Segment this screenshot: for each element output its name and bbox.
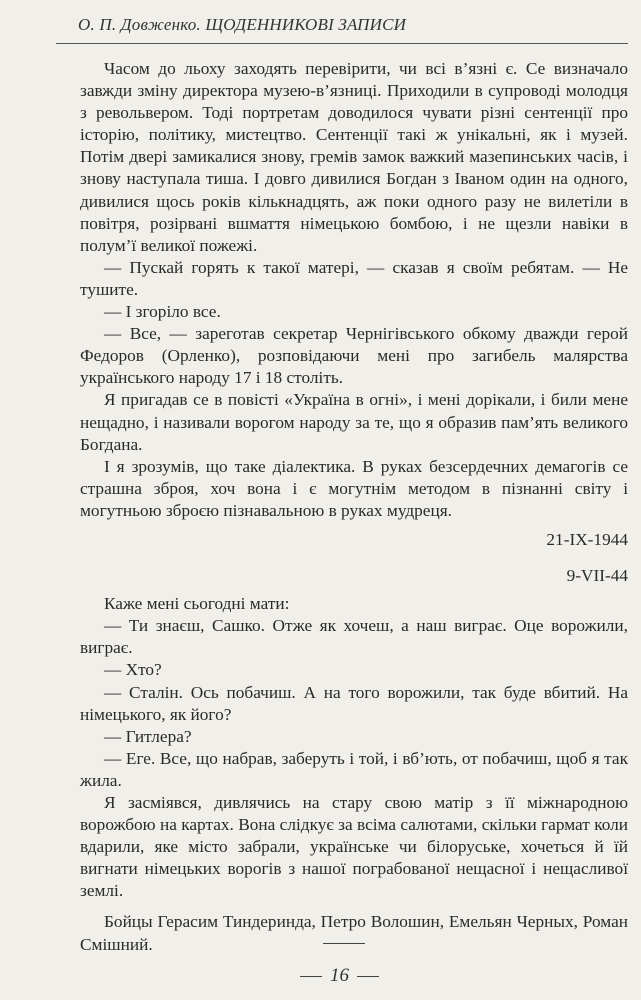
paragraph: — Сталін. Ось побачиш. А на того ворожили, так буде вбитий. На німецького, як його? (80, 682, 628, 724)
paragraph: — Все, — зареготав секретар Чернігівського обкому дважди герой Федоров (Орленко), розповідаючи мені про загибель малярства українського народу 17 і 18 століть. (80, 324, 628, 388)
paragraph: Я засміявся, дивлячись на стару свою матір з її міжнародною ворожбою на картах. Вона слідкує за всіма салютами, скільки гармат коли вдарили, яке місто забрали, українське чи білоруське, хочеться й їй вигнати німецьких ворогів з нашої пограбованої нещасної і нещасливої землі. (80, 793, 628, 901)
running-title: О. П. Довженко. ЩОДЕННИКОВІ ЗАПИСИ (78, 15, 407, 34)
entry-date: 21-ІХ-1944 (546, 529, 628, 549)
paragraph: Часом до льоху заходять перевірити, чи всі в’язні є. Се визначало завжди зміну директора музею-в’язниці. Приходили в супроводі молодця з револьвером. Тоді портретам доводилося чувати різні сентенції про історію, політику, мистецтво. Сентенції такі ж унікальні, як і музей. Потім двері замикалися знову, гремів замок важкий мазепинських часів, і знову наступала тиша. І довго дивилися Богдан з Іваном один на одного, дивилися щось років кількнадцять, аж поки одного разу не вилетіли в повітря, розірвані вшмаття німецькою бомбою, і не щезли навіки в полум’ї великої пожежі. (80, 59, 628, 255)
paragraph: — Гитлера? (104, 726, 192, 746)
paragraph: Бойцы Герасим Тиндеринда, Петро Волошин, Емельян Черных, Роман Смішний. (80, 912, 628, 954)
paragraph: — Пускай горять к такої матері, — сказав я своїм ребятам. — Не тушите. (80, 257, 628, 299)
folio-dash (300, 976, 322, 977)
body-text (80, 58, 628, 956)
paragraph: — Хто? (104, 660, 162, 680)
paragraph: — Ти знаєш, Сашко. Отже як хочеш, а наш виграє. Оце ворожили, виграє. (80, 616, 628, 658)
page-number (300, 965, 379, 987)
entry-date: 9-VII-44 (566, 566, 628, 586)
paragraph: І я зрозумів, що таке діалектика. В руках безсердечних демагогів се страшна зброя, хоч вона і є могутнім методом в пізнанні світу і могутньою зброєю пізнавальною в руках мудреця. (80, 456, 628, 520)
footer-rule (323, 943, 365, 944)
folio-dash (357, 976, 379, 977)
paragraph: Я пригадав се в повісті «Україна в огні», і мені дорікали, і били мене нещадно, і називали ворогом народу за те, що я образив пам’ять великого Богдана. (80, 390, 628, 454)
page-number-text: 16 (330, 965, 349, 986)
paragraph: Каже мені сьогодні мати: (104, 594, 290, 614)
header-rule (56, 43, 628, 44)
paragraph: — І згоріло все. (104, 302, 221, 322)
paragraph: — Еге. Все, що набрав, заберуть і той, і вб’ють, от побачиш, щоб я так жила. (80, 748, 628, 790)
